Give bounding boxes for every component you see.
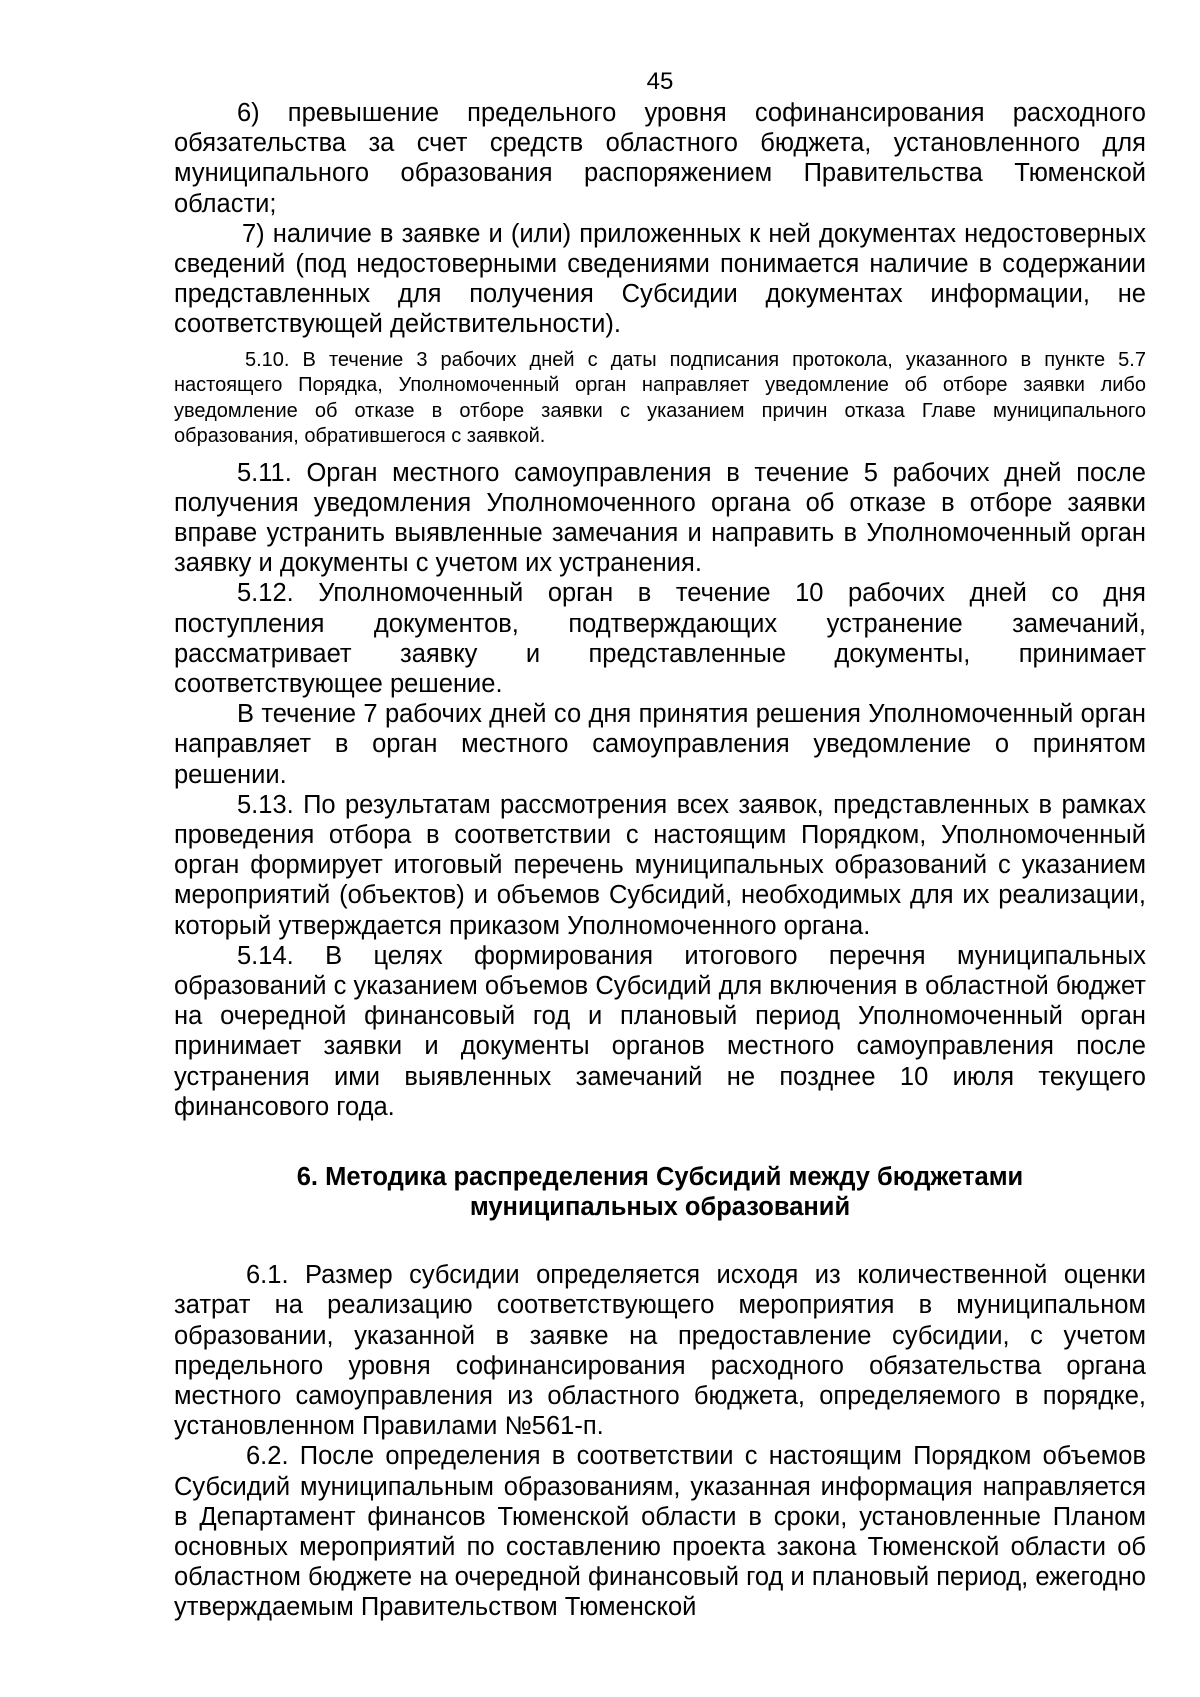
paragraph-5-11: 5.11. Орган местного самоуправления в течение 5 рабочих дней после получения уведомления Уполномоченного органа об отказе в отборе заявки вправе устранить выявленные замечания и направить в Уполномоченный орган заявку и документы с учетом их устранения. bbox=[174, 458, 1146, 578]
page-number: 45 bbox=[646, 68, 674, 95]
paragraph-item-7: 7) наличие в заявке и (или) приложенных к ней документах недостоверных сведений (под недостоверными сведениями понимается наличие в содержании представленных для получения Субсидии документах информации, не соответствующей действительности). bbox=[174, 219, 1146, 339]
document-page bbox=[174, 68, 1146, 1623]
paragraph-5-12: 5.12. Уполномоченный орган в течение 10 рабочих дней со дня поступления документов, подтверждающих устранение замечаний, рассматривает заявку и представленные документы, принимает соответствующее решение. bbox=[174, 579, 1146, 699]
paragraph-5-10: 5.10. В течение 3 рабочих дней с даты подписания протокола, указанного в пункте 5.7 настоящего Порядка, Уполномоченный орган направляет уведомление об отборе заявки либо уведомление об отказе в отборе заявки с указанием причин отказа Главе муниципального образования, обратившегося с заявкой. bbox=[174, 348, 1146, 448]
paragraph-5-13: 5.13. По результатам рассмотрения всех заявок, представленных в рамках проведения отбора в соответствии с настоящим Порядком, Уполномоченный орган формирует итоговый перечень муниципальных образований с указанием мероприятий (объектов) и объемов Субсидий, необходимых для их реализации, который утверждается приказом Уполномоченного органа. bbox=[174, 790, 1146, 940]
paragraph-6-2: 6.2. После определения в соответствии с настоящим Порядком объемов Субсидий муниципальным образованиям, указанная информация направляется в Департамент финансов Тюменской области в сроки, установленные Планом основных мероприятий по составлению проекта закона Тюменской области об областном бюджете на очередной финансовый год и плановый период, ежегодно утверждаемым Правительством Тюменской bbox=[174, 1442, 1146, 1622]
section-heading: 6. Методика распределения Субсидий между бюджетами муниципальных образований bbox=[296, 1163, 1024, 1222]
paragraph-6-1: 6.1. Размер субсидии определяется исходя из количественной оценки затрат на реализацию соответствующего мероприятия в муниципальном образовании, указанной в заявке на предоставление субсидии, с учетом предельного уровня софинансирования расходного обязательства органа местного самоуправления из областного бюджета, определяемого в порядке, установленном Правилами №561-п. bbox=[174, 1261, 1146, 1441]
paragraph-item-6: 6) превышение предельного уровня софинансирования расходного обязательства за счет средств областного бюджета, установленного для муниципального образования распоряжением Правительства Тюменской области; bbox=[174, 99, 1146, 218]
paragraph-decision-notice: В течение 7 рабочих дней со дня принятия решения Уполномоченный орган направляет в орган местного самоуправления уведомление о принятом решении. bbox=[174, 700, 1146, 789]
paragraph-5-14: 5.14. В целях формирования итогового перечня муниципальных образований с указанием объемов Субсидий для включения в областной бюджет на очередной финансовый год и плановый период Уполномоченный орган принимает заявки и документы органов местного самоуправления после устранения ими выявленных замечаний не позднее 10 июля текущего финансового года. bbox=[174, 941, 1146, 1121]
